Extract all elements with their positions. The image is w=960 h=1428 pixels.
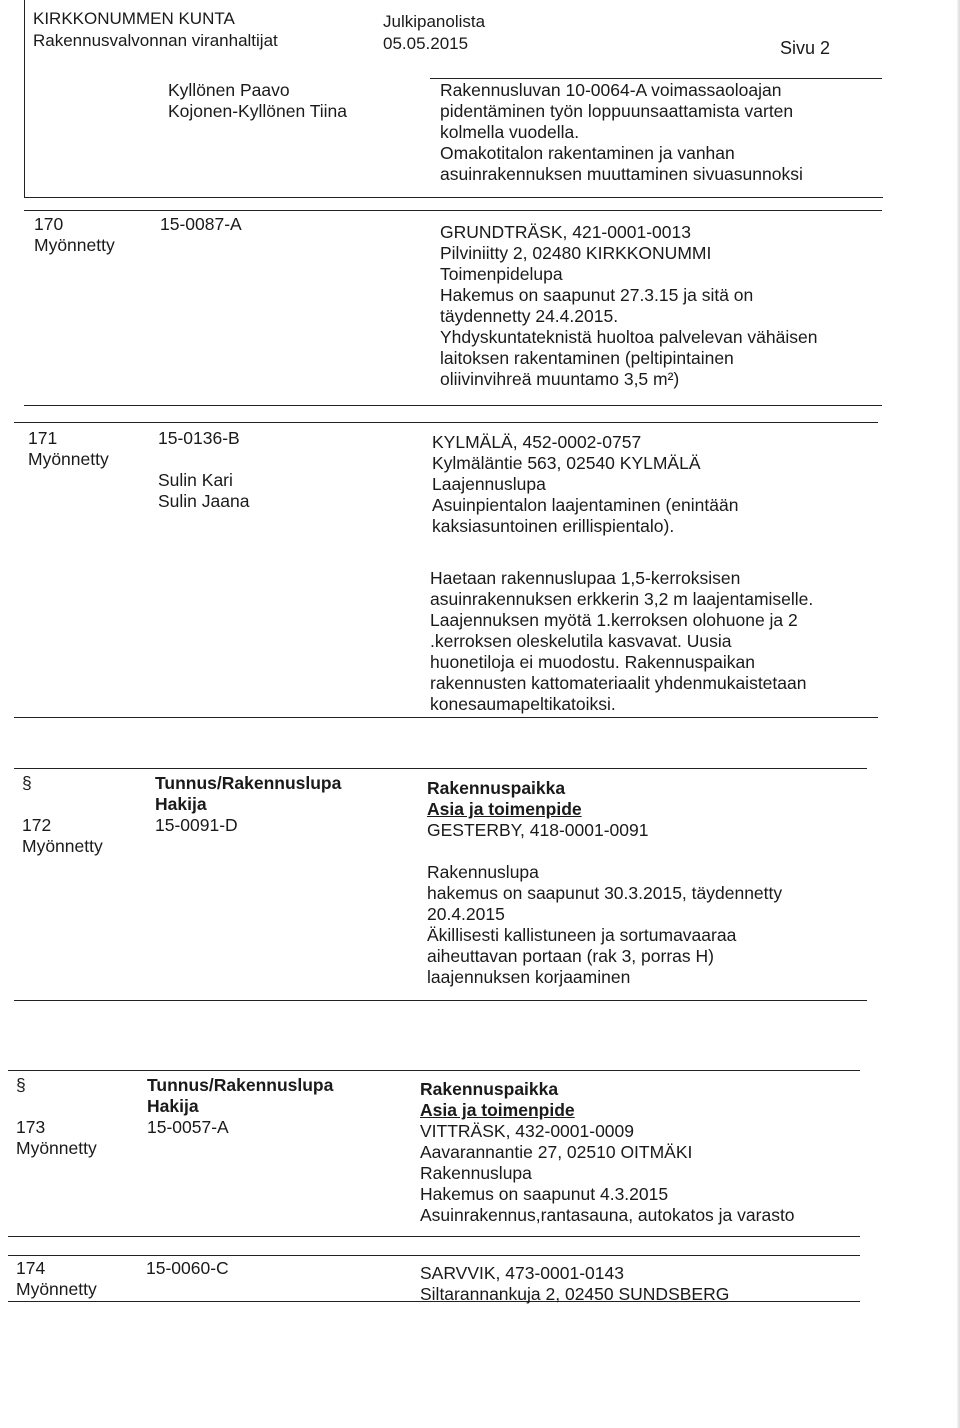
location: GESTERBY, 418-0001-0091: [427, 820, 649, 840]
description-line: Rakennuslupa: [427, 862, 539, 882]
applicant-name: Sulin Jaana: [158, 491, 250, 511]
entry-top-rule: [430, 78, 882, 79]
section-symbol: §: [16, 1075, 26, 1095]
details-line: huonetiloja ei muodostu. Rakennuspaikan: [430, 652, 755, 672]
column-header-place: Rakennuspaikka: [427, 778, 566, 798]
description-line: Yhdyskuntateknistä huoltoa palvelevan vähäisen: [440, 327, 818, 347]
description-column: [440, 80, 803, 185]
description-line: aiheuttavan portaan (rak 3, porras H): [427, 946, 714, 966]
column-header-place: Rakennuspaikka: [420, 1079, 559, 1099]
decision-status: Myönnetty: [22, 836, 103, 856]
description-line: Toimenpidelupa: [440, 264, 563, 284]
entry-173: [0, 1070, 960, 1245]
page-number: Sivu 2: [780, 38, 831, 58]
list-date: 05.05.2015: [383, 34, 469, 53]
permit-column: [155, 773, 341, 836]
description-column: [420, 1079, 795, 1226]
entry-170: [0, 210, 960, 410]
authority-name: Rakennusvalvonnan viranhaltijat: [33, 31, 278, 50]
entry-number: 173: [16, 1117, 46, 1137]
column-header-permit: Tunnus/Rakennuslupa: [155, 773, 342, 793]
applicant-name: Sulin Kari: [158, 470, 233, 490]
description-line: GRUNDTRÄSK, 421-0001-0013: [440, 222, 691, 242]
permit-column: [147, 1075, 333, 1138]
column-header-subject: Asia ja toimenpide: [427, 799, 582, 819]
applicant-column: [168, 80, 347, 122]
description-line: Aavarannantie 27, 02510 OITMÄKI: [420, 1142, 693, 1162]
decision-status: Myönnetty: [16, 1279, 97, 1299]
details-line: Laajennuksen myötä 1.kerroksen olohuone ja 2: [430, 610, 798, 630]
applicant-name: Kojonen-Kyllönen Tiina: [168, 101, 348, 121]
entry-number: 170: [34, 214, 64, 234]
description-line: Rakennusluvan 10-0064-A voimassaoloajan: [440, 80, 782, 100]
description-column: [440, 222, 817, 390]
municipality-name: KIRKKONUMMEN KUNTA: [33, 9, 235, 28]
column-header-permit: Tunnus/Rakennuslupa: [147, 1075, 334, 1095]
entry-top-rule: [14, 422, 878, 423]
details-column: [430, 568, 813, 715]
entry-171: [0, 422, 960, 722]
permit-id: 15-0060-C: [146, 1258, 229, 1278]
permit-column: [158, 428, 249, 512]
description-line: VITTRÄSK, 432-0001-0009: [420, 1121, 635, 1141]
details-line: Haetaan rakennuslupaa 1,5-kerroksisen: [430, 568, 741, 588]
description-line: kolmella vuodella.: [440, 122, 580, 142]
permit-id: 15-0057-A: [147, 1117, 229, 1137]
decision-status: Myönnetty: [28, 449, 109, 469]
decision-column: [28, 428, 109, 470]
details-line: konesaumapeltikatoiksi.: [430, 694, 616, 714]
description-line: Siltarannankuja 2, 02450 SUNDSBERG: [420, 1284, 730, 1304]
description-line: kaksiasuntoinen erillispientalo).: [432, 516, 675, 536]
description-line: 20.4.2015: [427, 904, 505, 924]
entry-number: 174: [16, 1258, 46, 1278]
column-header-subject: Asia ja toimenpide: [420, 1100, 575, 1120]
description-line: Asuinrakennus,rantasauna, autokatos ja varasto: [420, 1205, 795, 1225]
entry-172: [0, 768, 960, 1008]
description-line: laitoksen rakentaminen (peltipintainen: [440, 348, 734, 368]
column-header-applicant: Hakija: [155, 794, 207, 814]
description-line: asuinrakennuksen muuttaminen sivuasunnoksi: [440, 164, 803, 184]
entry-top-rule: [14, 768, 867, 769]
entry-top-rule: [8, 1070, 860, 1071]
entry-top-rule: [8, 1255, 860, 1256]
entry-continued: [0, 0, 960, 200]
details-line: asuinrakennuksen erkkerin 3,2 m laajentamiselle.: [430, 589, 814, 609]
decision-column: [16, 1258, 97, 1300]
decision-status: Myönnetty: [16, 1138, 97, 1158]
permit-id: 15-0091-D: [155, 815, 238, 835]
description-column: [427, 778, 782, 988]
decision-column: [22, 773, 103, 857]
description-line: Laajennuslupa: [432, 474, 546, 494]
description-line: Hakemus on saapunut 27.3.15 ja sitä on: [440, 285, 754, 305]
entry-number: 172: [22, 815, 52, 835]
description-column: [432, 432, 738, 537]
description-line: Pilviniitty 2, 02480 KIRKKONUMMI: [440, 243, 712, 263]
description-line: oliivinvihreä muuntamo 3,5 m²): [440, 369, 680, 389]
details-line: .kerroksen oleskelutila kasvavat. Uusia: [430, 631, 732, 651]
entry-174: [0, 1255, 960, 1315]
decision-status: Myönnetty: [34, 235, 115, 255]
description-line: Hakemus on saapunut 4.3.2015: [420, 1184, 669, 1204]
permit-id: 15-0136-B: [158, 428, 240, 448]
permit-column: [146, 1258, 229, 1279]
entry-top-rule: [24, 210, 882, 211]
column-header-applicant: Hakija: [147, 1096, 199, 1116]
description-line: pidentäminen työn loppuunsaattamista varten: [440, 101, 794, 121]
description-line: Äkillisesti kallistuneen ja sortumavaaraa: [427, 925, 737, 945]
description-line: Asuinpientalon laajentaminen (enintään: [432, 495, 739, 515]
permit-column: [160, 214, 242, 235]
description-line: Rakennuslupa: [420, 1163, 532, 1183]
description-line: laajennuksen korjaaminen: [427, 967, 631, 987]
description-line: Kylmäläntie 563, 02540 KYLMÄLÄ: [432, 453, 701, 473]
description-column: [420, 1263, 729, 1305]
description-line: täydennetty 24.4.2015.: [440, 306, 619, 326]
description-line: KYLMÄLÄ, 452-0002-0757: [432, 432, 642, 452]
decision-column: [16, 1075, 97, 1159]
description-line: hakemus on saapunut 30.3.2015, täydennetty: [427, 883, 783, 903]
section-symbol: §: [22, 773, 32, 793]
entry-number: 171: [28, 428, 58, 448]
description-line: SARVVIK, 473-0001-0143: [420, 1263, 624, 1283]
description-line: Omakotitalon rakentaminen ja vanhan: [440, 143, 735, 163]
details-line: rakennusten kattomateriaalit yhdenmukaistetaan: [430, 673, 807, 693]
decision-column: [34, 214, 115, 256]
applicant-name: Kyllönen Paavo: [168, 80, 290, 100]
permit-id: 15-0087-A: [160, 214, 242, 234]
list-type: Julkipanolista: [383, 12, 486, 31]
